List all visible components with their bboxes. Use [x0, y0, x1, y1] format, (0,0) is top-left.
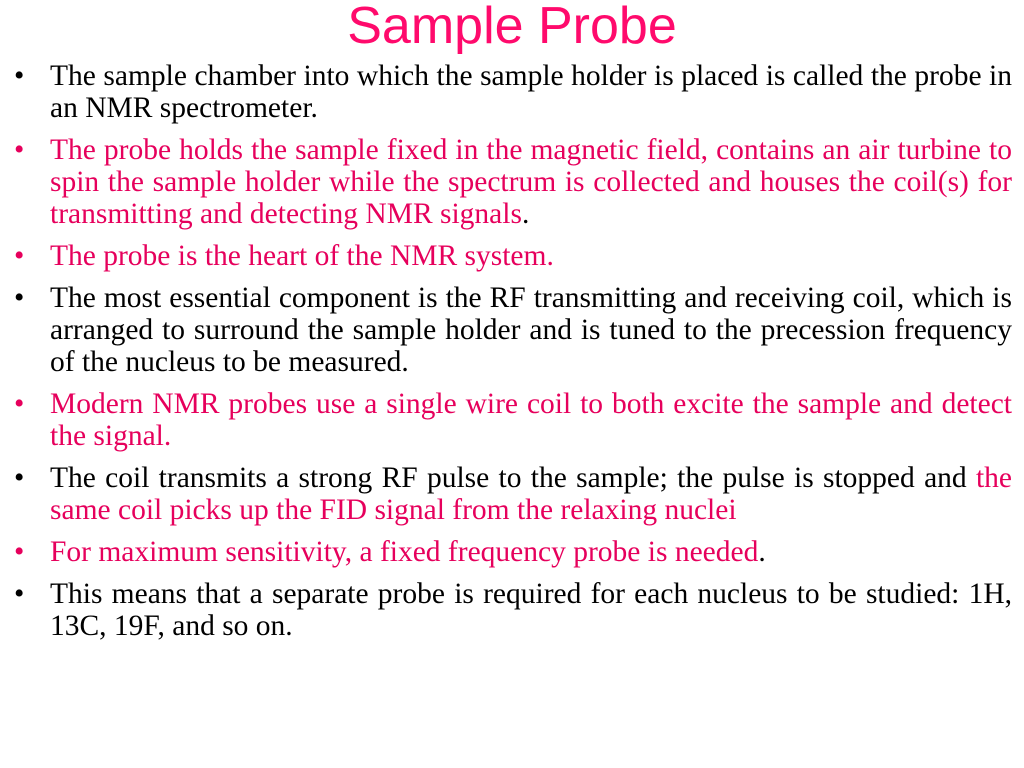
bullet-icon: • — [14, 282, 25, 314]
bullet-item — [14, 536, 1012, 568]
slide-title: Sample Probe — [347, 0, 677, 55]
bullet-icon: • — [14, 388, 25, 420]
bullet-icon: • — [14, 536, 25, 568]
bullet-text: The sample chamber into which the sample holder is placed is called the probe in an NMR spectrometer. — [50, 60, 1012, 124]
bullet-text: The probe holds the sample fixed in the magnetic field, contains an air turbine to spin the sample holder while the spectrum is collected and houses the coil(s) for transmitting and detecting NMR signals — [50, 134, 1012, 230]
bullet-text: The coil transmits a strong RF pulse to the sample; the pulse is stopped and — [50, 462, 976, 494]
bullet-text: Modern NMR probes use a single wire coil to both excite the sample and detect the signal. — [50, 388, 1012, 452]
bullet-list — [14, 60, 1012, 652]
bullet-icon: • — [14, 462, 25, 494]
bullet-text: The most essential component is the RF transmitting and receiving coil, which is arranged to surround the sample holder and is tuned to the precession frequency of the nucleus to be measured. — [50, 282, 1012, 378]
bullet-text: For maximum sensitivity, a fixed frequency probe is needed — [50, 536, 759, 568]
bullet-icon: • — [14, 240, 25, 272]
bullet-icon: • — [14, 60, 25, 92]
bullet-text: . — [758, 536, 766, 568]
bullet-item — [14, 462, 1012, 526]
bullet-icon: • — [14, 134, 25, 166]
bullet-item — [14, 282, 1012, 378]
bullet-item — [14, 134, 1012, 230]
bullet-item — [14, 578, 1012, 642]
bullet-text: . — [521, 198, 530, 230]
bullet-text: The probe is the heart of the NMR system. — [50, 240, 554, 272]
bullet-item — [14, 388, 1012, 452]
bullet-text: the same coil picks up the FID signal from the relaxing nuclei — [50, 462, 1012, 526]
bullet-text: This means that a separate probe is required for each nucleus to be studied: 1H, 13C, 19F, and so on. — [50, 578, 1012, 642]
bullet-icon: • — [14, 578, 25, 610]
bullet-item — [14, 60, 1012, 124]
bullet-item — [14, 240, 1012, 272]
